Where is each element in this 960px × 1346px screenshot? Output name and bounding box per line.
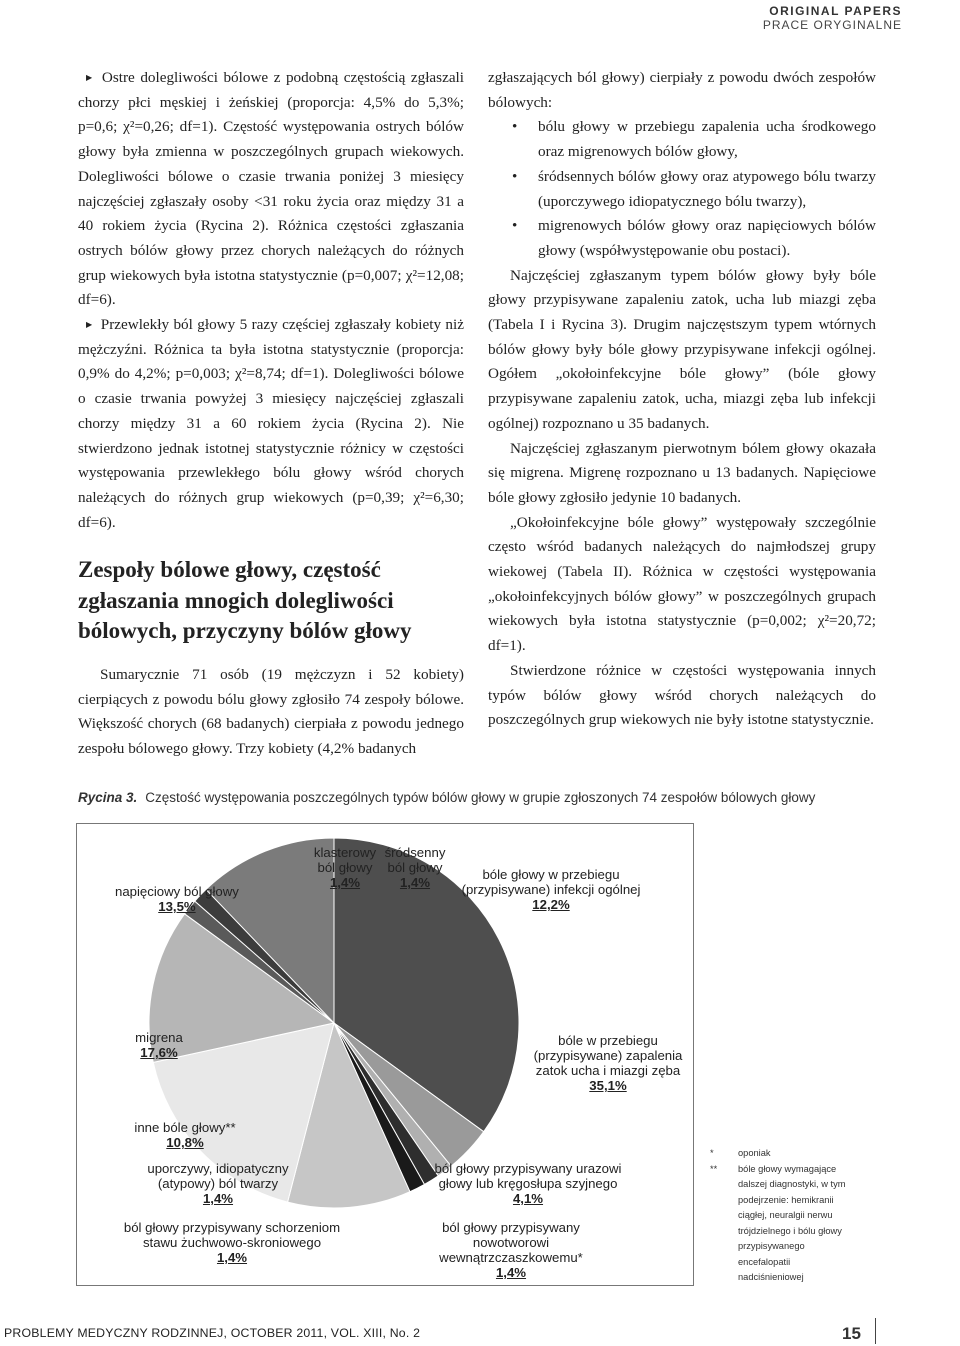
left-column (78, 66, 464, 762)
label-tension (115, 884, 239, 914)
page-number: 15 (842, 1324, 861, 1343)
paragraph-most-common: Najczęściej zgłaszanym typem bólów głowy były bóle głowy przypisywane zapaleniu zatok, ucha lub miazgi zęba (Tabela I i Rycina 3). Drugim najczęstszym typem wtórnych bólów głowy były bóle głowy przypisywane infekcji ogólnej. Ogółem „okołoinfekcyjne bóle głowy” (bóle głowy przypisywane zapaleniu zatok, ucha, miazgi zęba lub infekcji ogólnej) rozpoznano u 35 badanych. (488, 266, 876, 432)
right-column (488, 66, 876, 733)
label-value: 1,4% (399, 875, 431, 890)
label-other (128, 1120, 242, 1150)
label-text: śródsenny ból głowy (384, 845, 446, 875)
paragraph-chronic-pain: ▶ Przewlekły ból głowy 5 razy częściej zgłaszały kobiety niż mężczyźni. Różnica ta była istotna statystycznie (proporcja: 0,9% do 4,2%; p=0,003; χ²=8,74; df=1). Dolegliwości bólowe o czasie trwania powyżej 3 miesięcy najczęściej zgłaszali chorzy między 31 a 60 rokiem życia (Rycina 2). Nie stwierdzono jednak istotnej statystycznie różnicy w częstości występowania przewlekłego bólu głowy wśród chorych należących do różnych grup wiekowych (p=0,39; χ²=6,30; df=6). (78, 313, 464, 535)
label-text: klasterowy ból głowy (313, 845, 377, 875)
label-value: 12,2% (532, 897, 570, 912)
figure-label: Rycina 3. (78, 790, 138, 805)
paragraph-differences: Stwierdzone różnice w częstości występowania innych typów bólów głowy wśród chorych należących do poszczególnych grup wiekowych nie były istotne statystycznie. (488, 661, 876, 729)
note-mark: ** (710, 1163, 718, 1174)
journal-footer: PROBLEMY MEDYCZNY RODZINNEJ, OCTOBER 2011, VOL. XIII, No. 2 (4, 1326, 421, 1340)
note-meningioma (710, 1146, 858, 1162)
label-text: migrena (135, 1030, 183, 1045)
label-infection (455, 867, 647, 912)
header-prace-oryginalne: PRACE ORYGINALNE (762, 18, 902, 32)
label-trauma (428, 1161, 628, 1206)
section-heading: Zespoły bólowe głowy, częstość zgłaszania mnogich dolegliwości bólowych, przyczyny bólów głowy (78, 557, 412, 644)
list-item: • śródsennych bólów głowy oraz atypowego bólu twarzy (uporczywego idiopatycznego bólu twarzy), (488, 165, 876, 214)
running-header (763, 4, 902, 32)
label-cluster (311, 845, 379, 890)
figure-caption (78, 790, 908, 805)
label-value: 1,4% (216, 1250, 248, 1265)
note-text: bóle głowy wymagające dalszej diagnostyki, w tym podejrzenie: hemikranii ciągłej, neuralgii nerwu trójdzielnego i bólu głowy przypisywanego encefalopatii nadciśnieniowej (738, 1163, 846, 1282)
header-original-papers: ORIGINAL PAPERS (769, 4, 902, 18)
paragraph-migraine: Najczęściej zgłaszanym pierwotnym bólem głowy okazała się migrena. Migrenę rozpoznano u 13 badanych. Napięciowe bóle głowy zgłosiło jedynie 10 badanych. (488, 439, 876, 506)
label-migraine (120, 1030, 198, 1060)
figure-notes (710, 1146, 858, 1286)
pain-syndrome-list (488, 115, 876, 263)
paragraph-summary: Sumarycznie 71 osób (19 mężczyzn i 52 kobiety) cierpiących z powodu bólu głowy zgłosiło 74 zespoły bólowe. Większość chorych (68 badanych) cierpiała z powodu jednego zespołu bólowego głowy. Trzy kobiety (4,2% badanych (78, 665, 464, 757)
label-value: 10,8% (166, 1135, 204, 1150)
footer-divider (875, 1318, 876, 1344)
paragraph-acute-pain: ▶ Ostre dolegliwości bólowe z podobną częstością zgłaszali chorzy płci męskiej i żeńskiej (proporcja: 4,5% do 5,3%; p=0,6; χ²=0,26; df=1). Częstość występowania ostrych bólów głowy była zmienna w poszczególnych grupach wiekowych. Dolegliwości bólowe o czasie trwania poniżej 3 miesięcy najczęściej zgłaszały osoby <31 roku życia oraz między 31 a 40 rokiem życia (Rycina 2). Różnica częstości zgłaszania ostrych bólów głowy przez chorych należących do różnych grup wiekowych była istotna statystycznie (p=0,007; χ²=12,08; df=6). (78, 66, 464, 313)
label-text: bóle głowy w przebiegu (przypisywane) infekcji ogólnej (461, 867, 641, 897)
figure-caption-text: Częstość występowania poszczególnych typów bólów głowy w grupie zgłoszonych 74 zespołów bólowych głowy (145, 790, 816, 805)
label-value: 1,4% (202, 1191, 234, 1206)
label-facial (142, 1161, 294, 1206)
label-text: inne bóle głowy** (134, 1120, 236, 1135)
label-text: ból głowy przypisywany nowotworowi wewnątrzczaszkowemu* (439, 1220, 583, 1265)
paragraph-infection: „Okołoinfekcyjne bóle głowy” występowały szczególnie często wśród badanych należących do najmłodszej grupy wiekowej (Tabela II). Różnica w częstości występowania „okołoinfekcyjnych bólów głowy” w poszczególnych grupach wiekowych była istotna statystycznie (p=0,002; χ²=20,72; df=1). (488, 513, 876, 655)
label-text: napięciowy ból głowy (115, 884, 239, 899)
label-hypnic (382, 845, 448, 890)
label-text: uporczywy, idiopatyczny (atypowy) ból twarzy (147, 1161, 289, 1191)
note-text: oponiak (738, 1148, 771, 1158)
note-diagnostics (710, 1162, 858, 1286)
label-text: ból głowy przypisywany schorzeniom stawu żuchwowo-skroniowego (123, 1220, 341, 1250)
label-value: 13,5% (158, 899, 196, 914)
paragraph-continuation: zgłaszających ból głowy) cierpiały z powodu dwóch zespołów bólowych: (488, 69, 876, 111)
label-value: 17,6% (140, 1045, 178, 1060)
label-text: bóle w przebiegu (przypisywane) zapalenia zatok ucha i miazgi zęba (533, 1033, 683, 1078)
label-value: 1,4% (329, 875, 361, 890)
label-sinus (528, 1033, 688, 1093)
label-text: ból głowy przypisywany urazowi głowy lub kręgosłupa szyjnego (434, 1161, 622, 1191)
label-value: 35,1% (589, 1078, 627, 1093)
list-item: • bólu głowy w przebiegu zapalenia ucha środkowego oraz migrenowych bólów głowy, (488, 115, 876, 164)
label-tumor (404, 1220, 618, 1280)
note-mark: * (710, 1148, 714, 1158)
list-item: • migrenowych bólów głowy oraz napięciowych bólów głowy (współwystępowanie obu postaci). (488, 214, 876, 263)
label-value: 1,4% (495, 1265, 527, 1280)
label-value: 4,1% (512, 1191, 544, 1206)
label-tmj (122, 1220, 342, 1265)
